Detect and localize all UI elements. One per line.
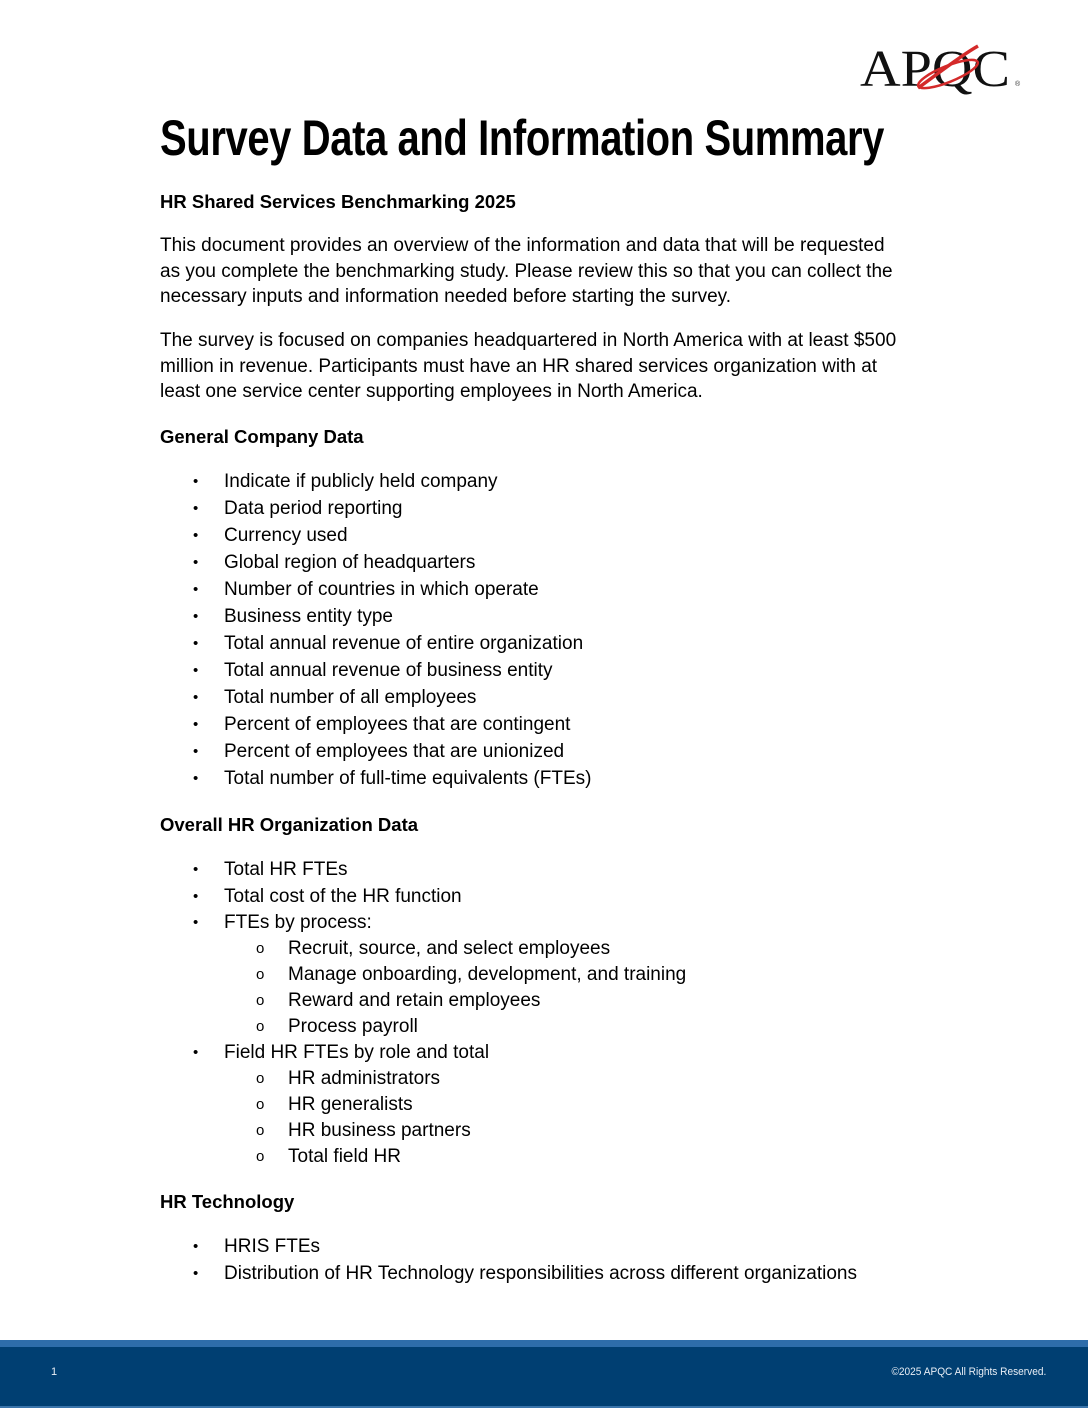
- bullet-icon: •: [193, 689, 199, 706]
- section-heading-overall-hr-organization-data: Overall HR Organization Data: [160, 814, 419, 835]
- paragraph-line: necessary inputs and information needed before starting the survey.: [160, 286, 732, 308]
- paragraph-line: The survey is focused on companies headquartered in North America with at least $500: [160, 330, 897, 351]
- footer-stripe: [0, 1340, 1088, 1347]
- hollow-bullet-icon: o: [256, 940, 265, 957]
- intro-paragraph-1: [160, 233, 960, 310]
- document-subtitle: HR Shared Services Benchmarking 2025: [160, 191, 516, 212]
- apqc-logo: [860, 38, 1030, 98]
- hollow-bullet-icon: o: [256, 1122, 265, 1139]
- bullet-icon: •: [193, 743, 199, 760]
- bullet-icon: •: [193, 662, 199, 679]
- bullet-icon: •: [193, 473, 199, 490]
- bullet-icon: •: [193, 500, 199, 517]
- paragraph-line: least one service center supporting employees in North America.: [160, 381, 703, 403]
- bullet-icon: •: [193, 914, 199, 931]
- bullet-icon: •: [193, 1265, 199, 1282]
- bullet-icon: •: [193, 554, 199, 571]
- intro-paragraph-2: [160, 328, 960, 405]
- bullet-icon: •: [193, 770, 199, 787]
- page-footer: [0, 1347, 1088, 1408]
- bullet-icon: •: [193, 1044, 199, 1061]
- hollow-bullet-icon: o: [256, 992, 265, 1009]
- hollow-bullet-icon: o: [256, 966, 265, 983]
- hollow-bullet-icon: o: [256, 1148, 265, 1165]
- bullet-icon: •: [193, 527, 199, 544]
- page-title: Survey Data and Information Summary: [160, 110, 884, 166]
- hollow-bullet-icon: o: [256, 1096, 265, 1113]
- section-heading-hr-technology: HR Technology: [160, 1191, 295, 1212]
- bullet-icon: •: [193, 581, 199, 598]
- bullet-icon: •: [193, 716, 199, 733]
- registered-mark: ®: [1015, 81, 1021, 88]
- bullet-icon: •: [193, 888, 199, 905]
- page-number: 1: [51, 1366, 58, 1378]
- hollow-bullet-icon: o: [256, 1070, 265, 1087]
- paragraph-line: This document provides an overview of the information and data that will be requested: [160, 235, 885, 256]
- copyright-notice: ©2025 APQC All Rights Reserved.: [891, 1366, 1046, 1378]
- bullet-icon: •: [193, 635, 199, 652]
- paragraph-line: as you complete the benchmarking study. Please review this so that you can collect the: [160, 260, 893, 282]
- section-heading-general-company-data: General Company Data: [160, 426, 364, 447]
- hollow-bullet-icon: o: [256, 1018, 265, 1035]
- bullet-icon: •: [193, 861, 199, 878]
- logo-text: APQC: [860, 41, 1010, 98]
- bullet-icon: •: [193, 1238, 199, 1255]
- paragraph-line: million in revenue. Participants must have an HR shared services organization with at: [160, 355, 878, 377]
- bullet-icon: •: [193, 608, 199, 625]
